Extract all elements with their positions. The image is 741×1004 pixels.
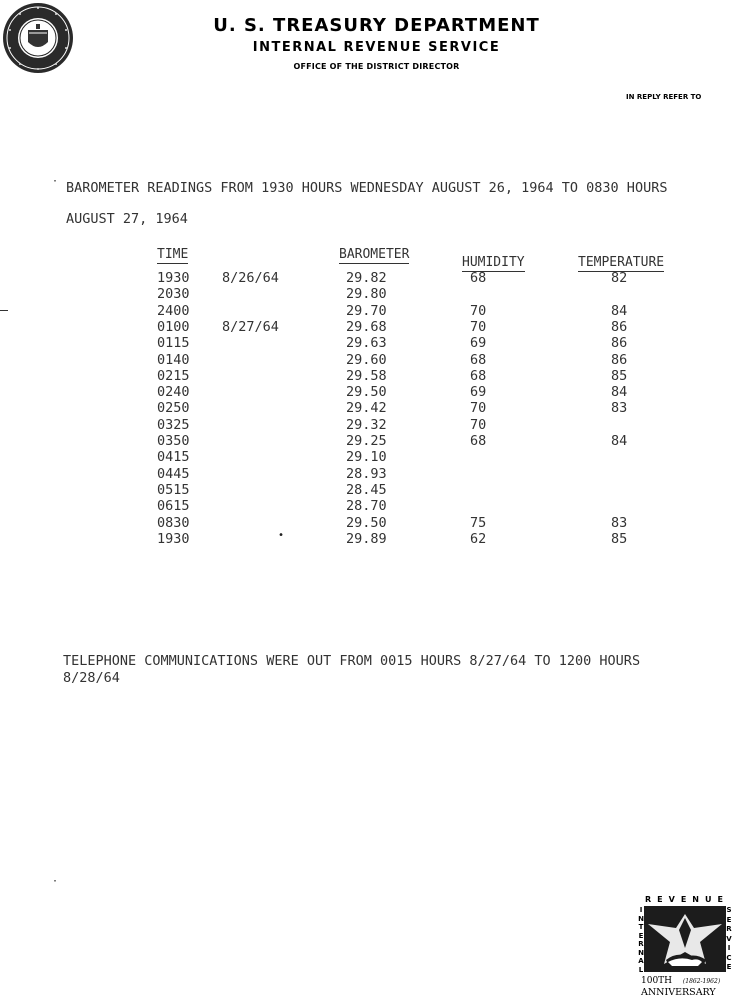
temperature-cell: 85: [611, 530, 628, 547]
logo-top-letters: REVENUE: [645, 895, 729, 904]
humidity-cell: 70: [470, 318, 487, 335]
temperature-cell: 84: [611, 433, 628, 449]
temperature-cell: 86: [611, 335, 628, 352]
time-cell: 0350: [157, 433, 190, 449]
time-cell: 0515: [157, 481, 190, 498]
barometer-cell: 29.89: [346, 530, 387, 547]
header-temperature: TEMPERATURE: [578, 255, 665, 270]
intro-line-1: BAROMETER READINGS FROM 1930 HOURS WEDNESDAY AUGUST 26, 1964 TO 0830 HOURS: [66, 180, 668, 196]
time-cell: 0415: [157, 449, 190, 466]
humidity-cell: 68: [470, 367, 487, 384]
humidity-cell: 70: [470, 302, 487, 319]
time-cell: 0140: [157, 351, 190, 368]
temperature-cell: 83: [611, 400, 628, 417]
humidity-cell: 75: [470, 514, 487, 531]
department-title: U. S. TREASURY DEPARTMENT: [213, 15, 540, 36]
time-cell: 0115: [157, 335, 190, 352]
humidity-cell: 69: [470, 384, 487, 401]
margin-dot-bottom: ·: [52, 876, 59, 887]
time-cell: 1930: [157, 530, 190, 547]
barometer-cell: 29.50: [346, 514, 387, 531]
temperature-cell: 82: [611, 270, 628, 286]
barometer-cell: 29.70: [346, 302, 387, 319]
temperature-cell: 84: [611, 384, 628, 401]
office-title: OFFICE OF THE DISTRICT DIRECTOR: [293, 62, 460, 71]
temperature-cell: 86: [611, 318, 628, 335]
years-label: (1862-1962): [682, 978, 721, 985]
time-cell: 0615: [157, 498, 190, 515]
humidity-cell: 69: [470, 335, 487, 352]
anniversary-caption: [641, 976, 720, 999]
barometer-cell: 29.80: [346, 286, 387, 303]
barometer-cell: 29.42: [346, 400, 387, 417]
humidity-cell: 68: [470, 433, 487, 449]
barometer-cell: 29.58: [346, 367, 387, 384]
barometer-cell: 29.10: [346, 449, 387, 466]
telephone-note-line-2: 8/28/64: [63, 670, 120, 686]
time-cell: 2030: [157, 286, 190, 303]
header-humidity: HUMIDITY: [462, 255, 525, 270]
temperature-cell: 86: [611, 351, 628, 368]
stray-dot: •: [278, 530, 285, 541]
telephone-note-line-1: TELEPHONE COMMUNICATIONS WERE OUT FROM 0015 HOURS 8/27/64 TO 1200 HOURS: [63, 653, 641, 669]
humidity-cell: 68: [470, 270, 487, 286]
barometer-cell: 28.45: [346, 481, 387, 498]
header-time: TIME: [157, 247, 189, 262]
barometer-cell: 28.70: [346, 498, 387, 515]
temperature-cell: 85: [611, 367, 628, 384]
hundredth-label: 100TH: [641, 976, 673, 986]
temperature-cell: 84: [611, 302, 628, 319]
service-title: INTERNAL REVENUE SERVICE: [252, 40, 501, 55]
humidity-cell: 62: [470, 530, 487, 547]
barometer-cell: 29.82: [346, 270, 387, 286]
date-cell: 8/27/64: [222, 318, 279, 335]
margin-dot: ·: [52, 176, 59, 187]
humidity-cell: 68: [470, 351, 487, 368]
time-cell: 0250: [157, 400, 190, 417]
barometer-cell: 29.50: [346, 384, 387, 401]
barometer-cell: 29.32: [346, 416, 387, 433]
time-cell: 0445: [157, 465, 190, 482]
time-cell: 2400: [157, 302, 190, 319]
barometer-cell: 29.63: [346, 335, 387, 352]
barometer-cell: 29.60: [346, 351, 387, 368]
barometer-cell: 28.93: [346, 465, 387, 482]
date-cell: 8/26/64: [222, 270, 279, 286]
humidity-cell: 70: [470, 400, 487, 417]
logo-right-letters: S E R V I C E: [726, 906, 732, 971]
time-cell: 0240: [157, 384, 190, 401]
time-cell: 1930: [157, 270, 190, 286]
time-cell: 0100: [157, 318, 190, 335]
reply-reference: IN REPLY REFER TO: [626, 93, 702, 101]
humidity-cell: 70: [470, 416, 487, 433]
time-cell: 0215: [157, 367, 190, 384]
header-barometer: BAROMETER: [339, 247, 410, 262]
time-cell: 0830: [157, 514, 190, 531]
anniversary-label: ANNIVERSARY: [641, 987, 716, 998]
time-cell: 0325: [157, 416, 190, 433]
logo-left-letters: I N T E R N A L: [638, 906, 644, 974]
temperature-cell: 83: [611, 514, 628, 531]
barometer-cell: 29.25: [346, 433, 387, 449]
barometer-cell: 29.68: [346, 318, 387, 335]
margin-dash: [0, 310, 8, 311]
intro-line-2: AUGUST 27, 1964: [66, 211, 188, 227]
